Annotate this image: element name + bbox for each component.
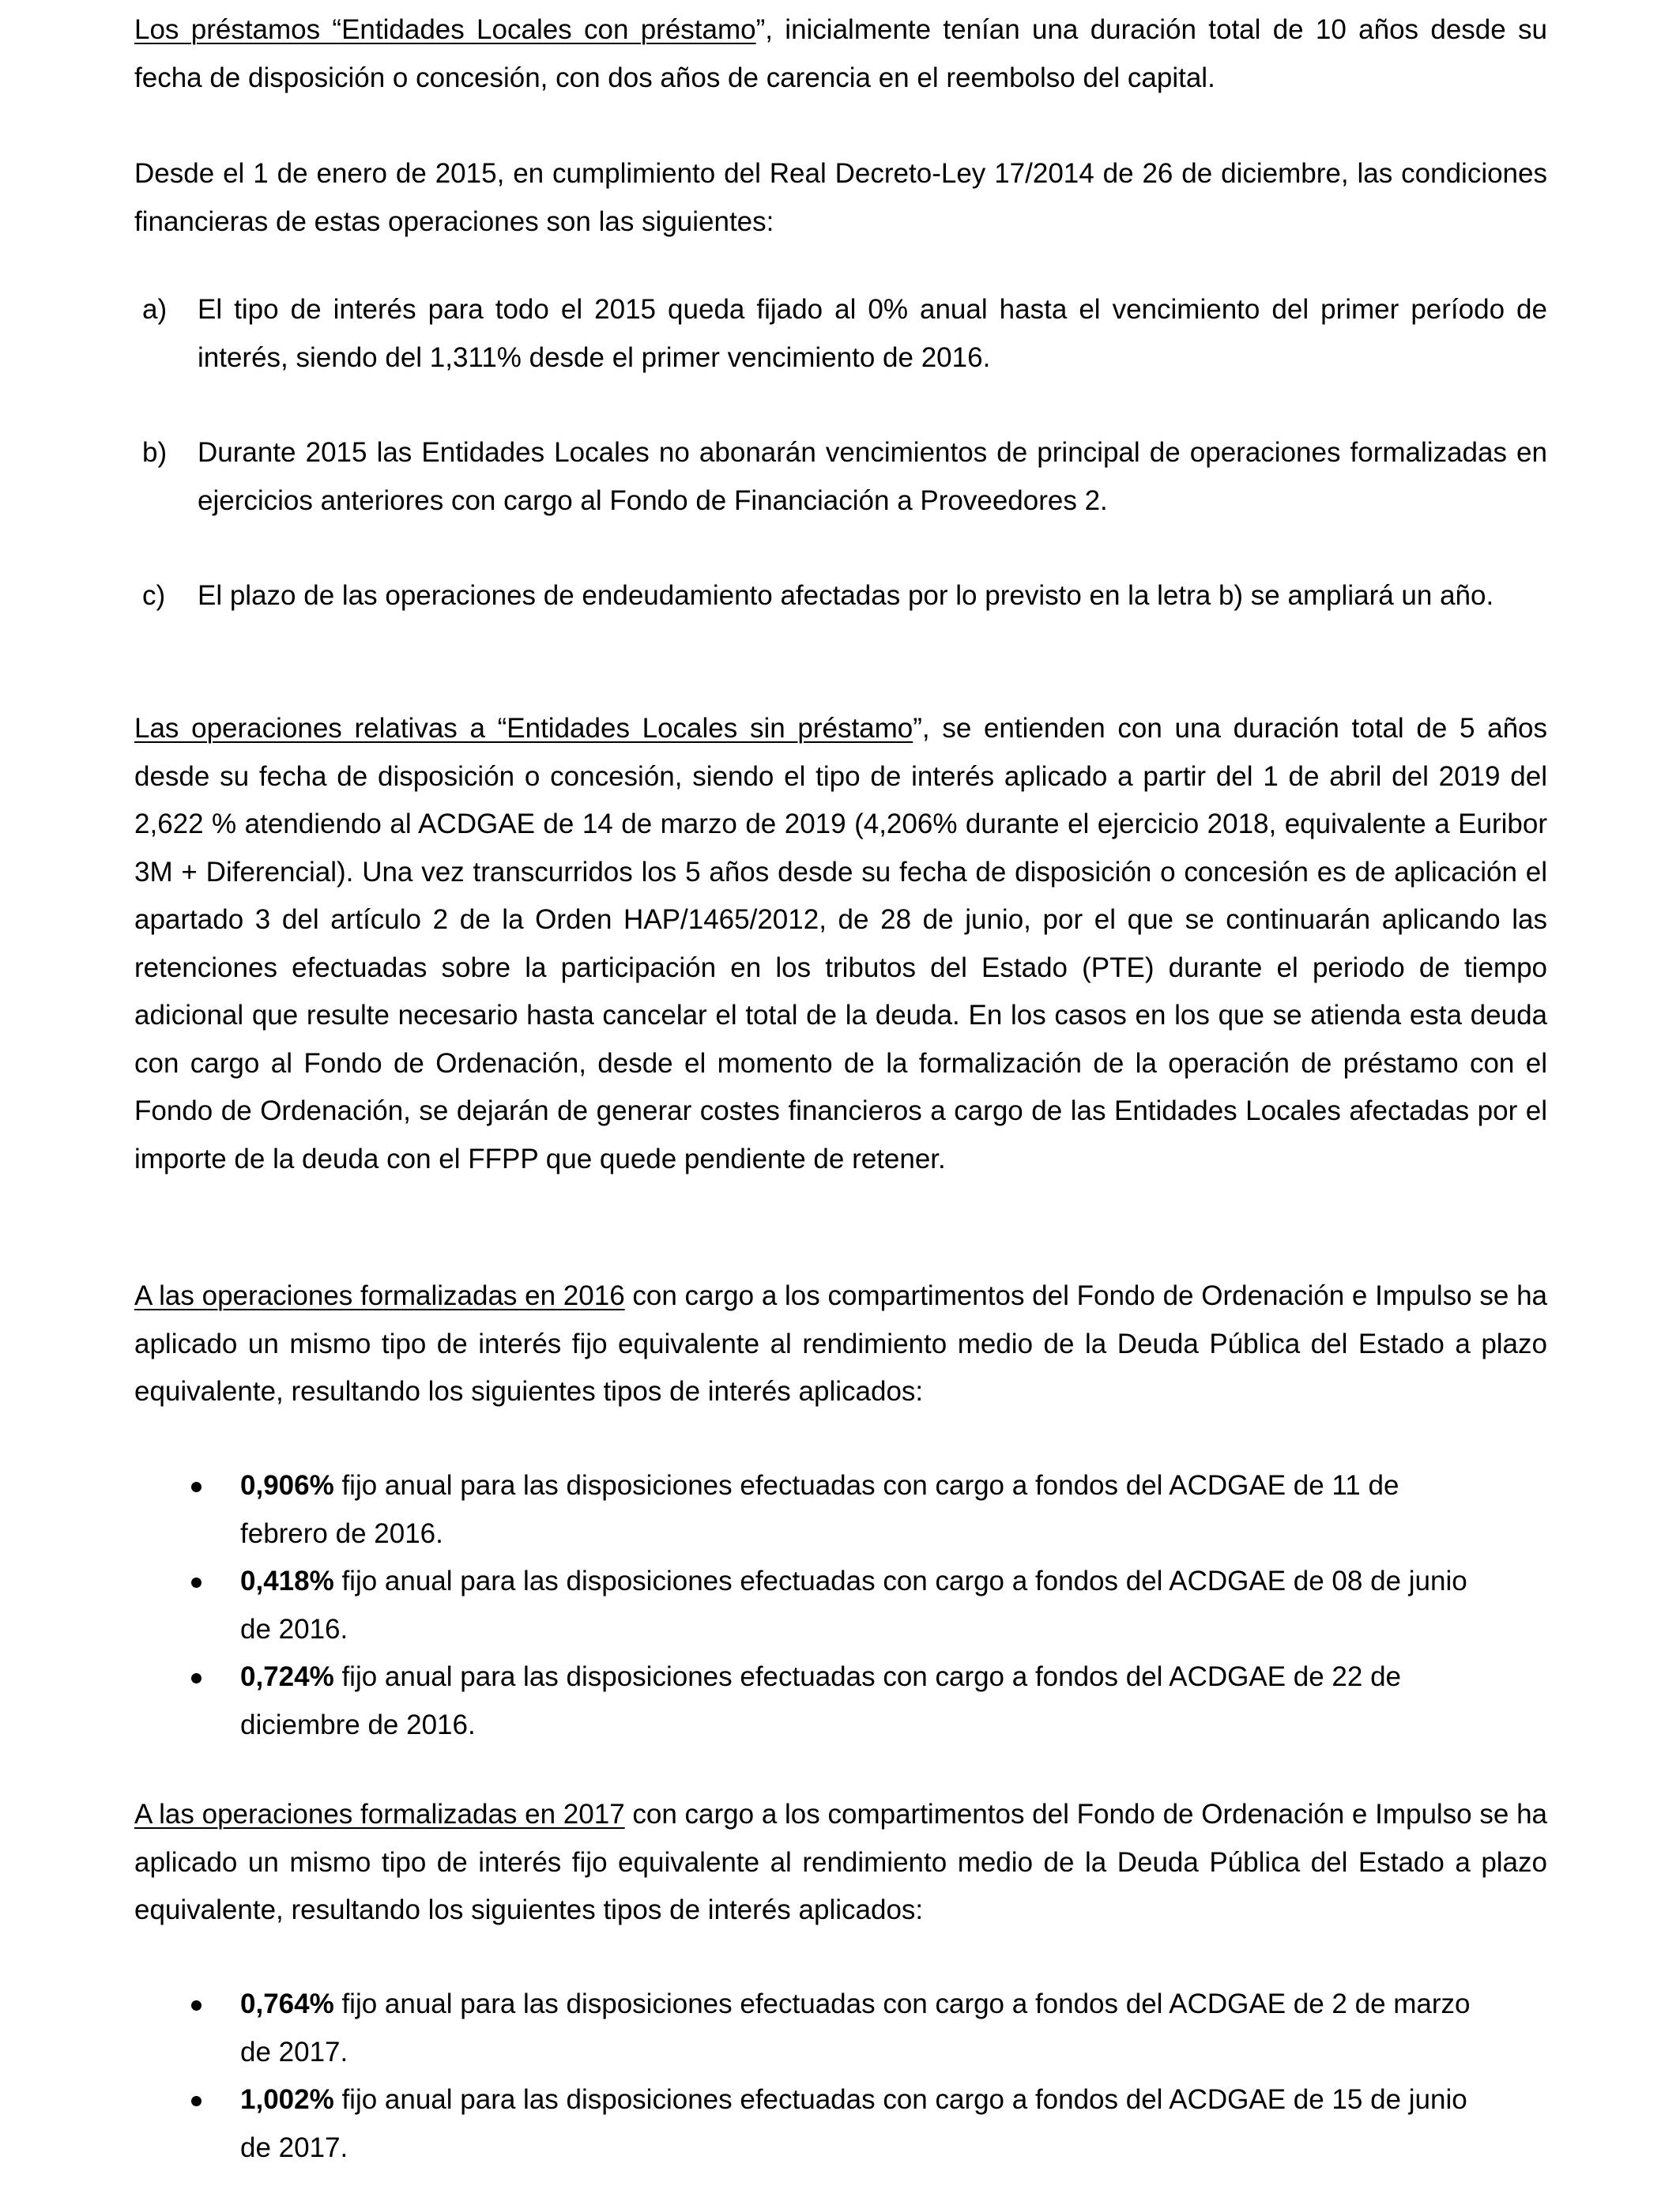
bullet-text: [240, 1981, 1489, 2076]
paragraph-text: ”, inicialmente tenían una duración total de 10 años desde su fecha de disposición o concesión, con dos años de carencia en el reembolso del capital.: [134, 14, 1547, 93]
list-item-text: Durante 2015 las Entidades Locales no abonarán vencimientos de principal de operaciones formalizadas en ejercicios anteriores con cargo al Fondo de Financiación a Proveedores 2.: [198, 437, 1547, 516]
rate-description: fijo anual para las disposiciones efectuadas con cargo a fondos del ACDGAE de 11 de febrero de 2016.: [240, 1470, 1399, 1549]
bullet-text: [240, 1462, 1489, 1558]
bullet-dot-icon: [191, 2096, 202, 2106]
rate-value: 0,724%: [240, 1661, 334, 1692]
rate-description: fijo anual para las disposiciones efectuadas con cargo a fondos del ACDGAE de 22 de diciembre de 2016.: [240, 1661, 1402, 1740]
rate-value: 0,906%: [240, 1470, 334, 1501]
conditions-list: [134, 286, 1547, 668]
bullet-text: [240, 2076, 1489, 2172]
paragraph-sin-prestamo: [134, 705, 1547, 1183]
bullet-item: [134, 1653, 1547, 1749]
rate-description: fijo anual para las disposiciones efectuadas con cargo a fondos del ACDGAE de 15 de junio de 2017.: [240, 2084, 1467, 2163]
list-item: [134, 429, 1547, 525]
underlined-heading: Las operaciones relativas a “Entidades Locales sin préstamo: [134, 713, 913, 744]
list-item-text: El tipo de interés para todo el 2015 queda fijado al 0% anual hasta el vencimiento del primer período de interés, siendo del 1,311% desde el primer vencimiento de 2016.: [198, 294, 1547, 373]
list-marker: b): [142, 437, 168, 468]
bullet-item: [134, 1558, 1547, 1653]
bullet-dot-icon: [191, 2000, 202, 2011]
rates-list-2017: [134, 1981, 1547, 2172]
paragraph-text: ”, se entienden con una duración total de 5 años desde su fecha de disposición o concesión, siendo el tipo de interés aplicado a partir del 1 de abril del 2019 del 2,622 % atendiendo al ACDGAE de 14 de marzo de 2019 (4,206% durante el ejercicio 2018, equivalente a Euribor 3M + Diferencial). Una vez transcurridos los 5 años desde su fecha de disposición o concesión es de aplicación el apartado 3 del artículo 2 de la Orden HAP/1465/2012, de 28 de junio, por el que se continuarán aplicando las retenciones efectuadas sobre la participación en los tributos del Estado (PTE) durante el periodo de tiempo adicional que resulte necesario hasta cancelar el total de la deuda. En los casos en los que se atienda esta deuda con cargo al Fondo de Ordenación, desde el momento de la formalización de la operación de préstamo con el Fondo de Ordenación, se dejarán de generar costes financieros a cargo de las Entidades Locales afectadas por el importe de la deuda con el FFPP que quede pendiente de retener.: [134, 713, 1547, 1174]
underlined-heading: A las operaciones formalizadas en 2017: [134, 1799, 625, 1830]
list-item-text: El plazo de las operaciones de endeudamiento afectadas por lo previsto en la letra b) se ampliará un año.: [198, 580, 1494, 611]
paragraph-text: con cargo a los compartimentos del Fondo de Ordenación e Impulso se ha aplicado un mismo tipo de interés fijo equivalente al rendimiento medio de la Deuda Pública del Estado a plazo equivalente, resultando los siguientes tipos de interés aplicados:: [134, 1280, 1547, 1407]
paragraph-operaciones-2016: [134, 1272, 1547, 1416]
rate-description: fijo anual para las disposiciones efectuadas con cargo a fondos del ACDGAE de 08 de junio de 2016.: [240, 1566, 1467, 1645]
list-marker: c): [142, 580, 166, 611]
paragraph-text: con cargo a los compartimentos del Fondo de Ordenación e Impulso se ha aplicado un mismo tipo de interés fijo equivalente al rendimiento medio de la Deuda Pública del Estado a plazo equivalente, resultando los siguientes tipos de interés aplicados:: [134, 1799, 1547, 1925]
underlined-heading: A las operaciones formalizadas en 2016: [134, 1280, 625, 1311]
rate-value: 0,418%: [240, 1566, 334, 1596]
rate-value: 0,764%: [240, 1989, 334, 2019]
list-item: [134, 286, 1547, 382]
bullet-item: [134, 1462, 1547, 1558]
rates-list-2016: [134, 1462, 1547, 1749]
paragraph-operaciones-2017: [134, 1791, 1547, 1935]
bullet-dot-icon: [191, 1578, 202, 1588]
bullet-dot-icon: [191, 1673, 202, 1683]
rate-value: 1,002%: [240, 2084, 334, 2115]
bullet-text: [240, 1558, 1489, 1653]
paragraph-condiciones-2015: Desde el 1 de enero de 2015, en cumplimiento del Real Decreto-Ley 17/2014 de 26 de diciembre, las condiciones financieras de estas operaciones son las siguientes:: [134, 158, 1547, 237]
paragraph-prestamos-con-prestamo: [134, 6, 1547, 102]
rate-description: fijo anual para las disposiciones efectuadas con cargo a fondos del ACDGAE de 2 de marzo de 2017.: [240, 1989, 1471, 2068]
bullet-item: [134, 1981, 1547, 2076]
bullet-dot-icon: [191, 1482, 202, 1492]
bullet-text: [240, 1653, 1489, 1749]
underlined-heading: Los préstamos “Entidades Locales con préstamo: [134, 14, 756, 45]
list-marker: a): [142, 294, 168, 325]
bullet-item: [134, 2076, 1547, 2172]
list-item: [134, 572, 1547, 620]
